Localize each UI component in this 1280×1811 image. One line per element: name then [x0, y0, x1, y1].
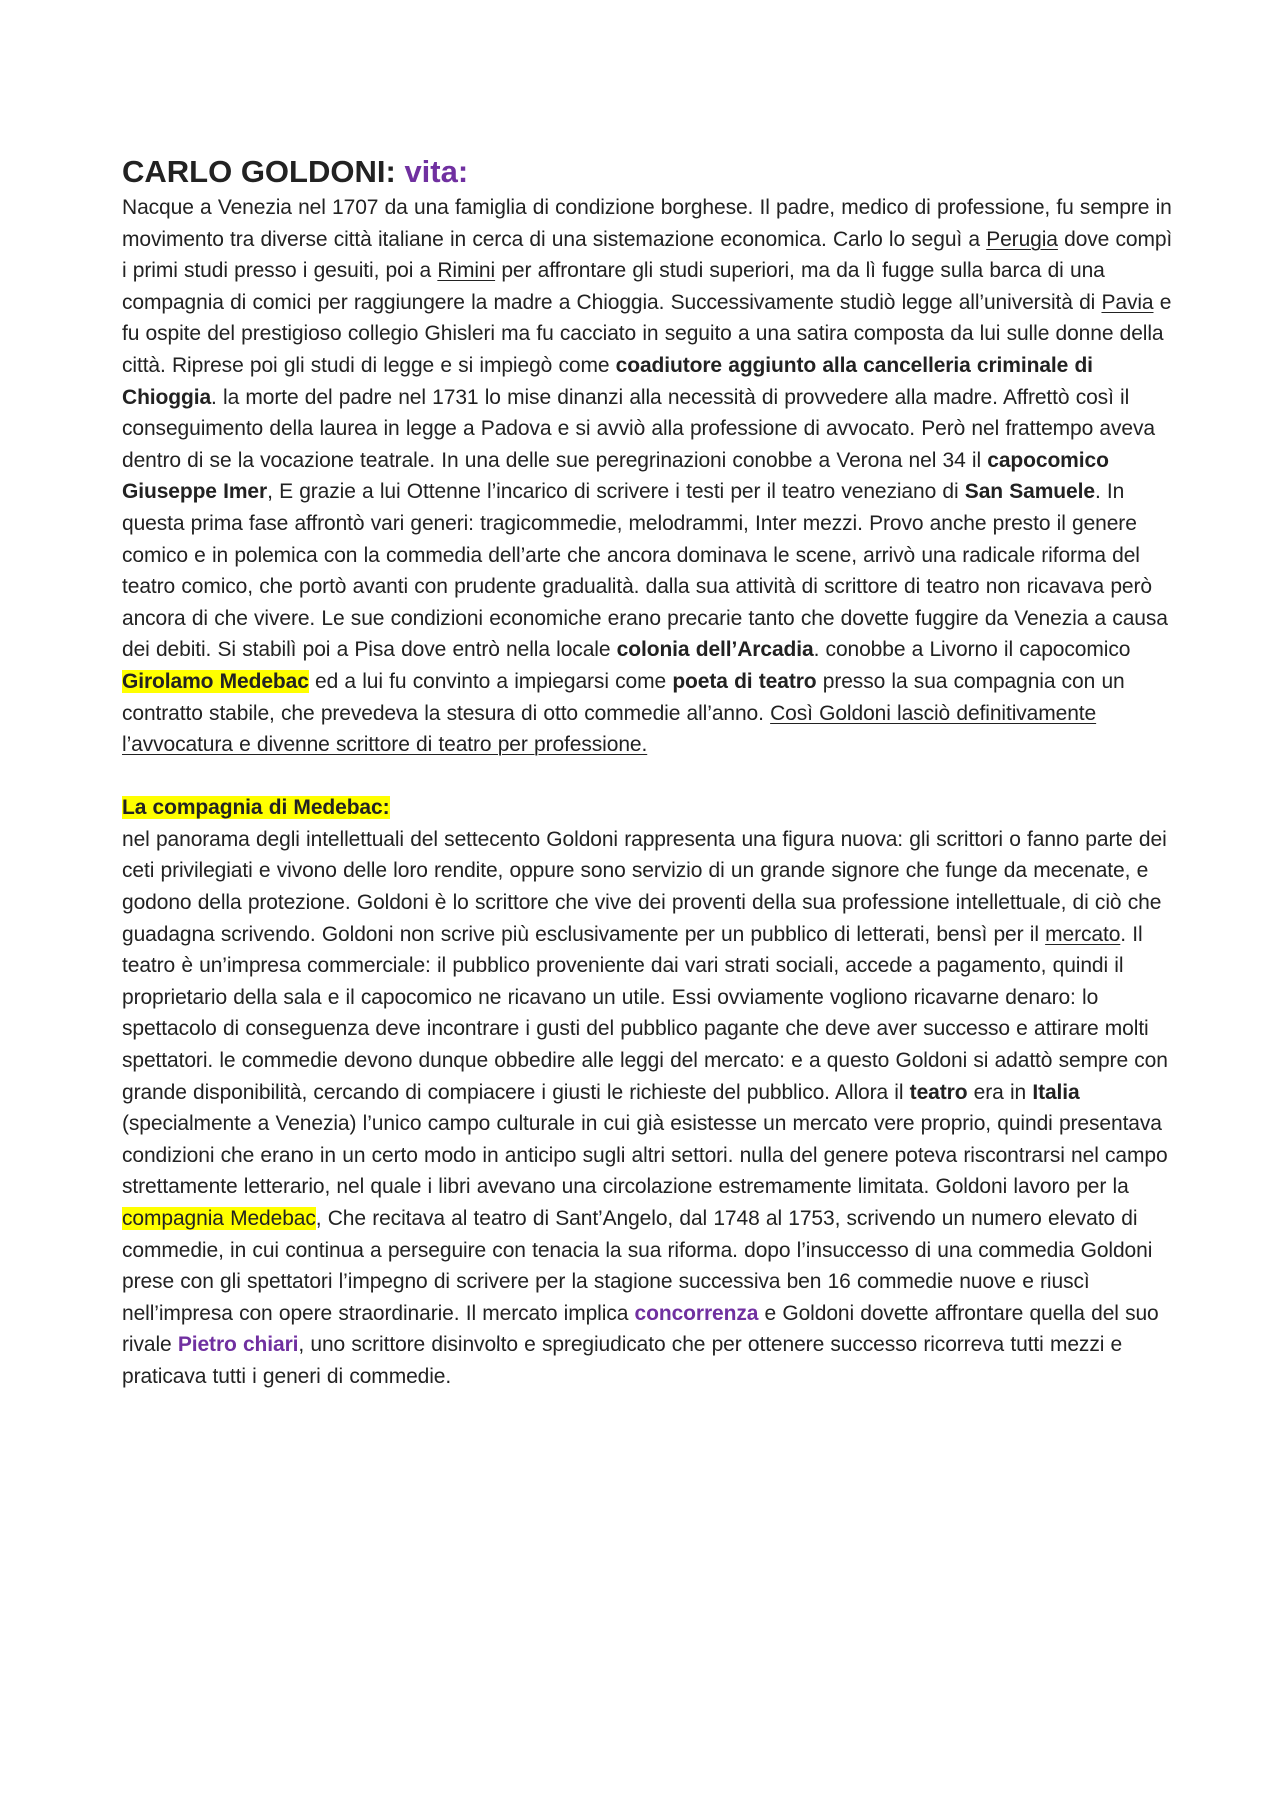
text-run: e fu ospite del prestigioso collegio Ghisleri ma fu cacciato in seguito a una satira composta da lui sulle donne della città. Riprese poi gli studi di legge e si impiegò come [122, 290, 1172, 377]
section-heading-text: La compagnia di Medebac: [122, 796, 390, 820]
title-accent: vita: [404, 154, 469, 189]
text-run: , Che recitava al teatro di Sant’Angelo, dal 1748 al 1753, scrivendo un numero elevato di commedie, in cui continua a perseguire con tenacia la sua riforma. dopo l’insuccesso di una commedia Goldoni prese con gli spettatori l’impegno di scrivere per la stagione successiva ben 16 commedie nuove e riuscì nell’impresa con opere straordinarie. Il mercato implica [122, 1207, 1153, 1325]
text-run: nel panorama degli intellettuali del settecento Goldoni rappresenta una figura nuova: gli scrittori o fanno parte dei ceti privilegiati e vivono delle loro rendite, oppure sono servizio di un grande signore che funge da mecenate, e godono della protezione. Goldoni è lo scrittore che vive dei proventi della sua professione intellettuale, di ciò che guadagna scrivendo. Goldoni non scrive più esclusivamente per un pubblico di letterati, bensì per il [122, 827, 1167, 946]
underlined-place-pavia: Pavia [1101, 290, 1154, 314]
bold-term-italia: Italia [1032, 1080, 1080, 1104]
bold-term-imer: capocomico Giuseppe Imer [122, 448, 1109, 504]
underlined-place-perugia: Perugia [986, 227, 1058, 251]
bold-term-coadiutore: coadiutore aggiunto alla cancelleria criminale di Chioggia [122, 353, 1093, 409]
text-run: Nacque a Venezia nel 1707 da una famiglia di condizione borghese. Il padre, medico di professione, fu sempre in movimento tra diverse città italiane in cerca di una sistemazione economica. Carlo lo seguì a [122, 196, 1172, 251]
underlined-term-mercato: mercato [1045, 922, 1121, 946]
bold-term-teatro: teatro [909, 1080, 968, 1104]
text-run: . In questa prima fase affrontò vari generi: tragicommedie, melodrammi, Inter mezzi. Provo anche presto il genere comico e in polemica con la commedia dell’arte che ancora dominava le scene, arrivò una radicale riforma del teatro comico, che portò avanti con prudente gradualità. dalla sua attività di scrittore di teatro non ricavava però ancora di che vivere. Le sue condizioni economiche erano precarie tanto che dovette fuggire da Venezia a causa dei debiti. Si stabilì poi a Pisa dove entrò nella locale [122, 480, 1168, 662]
underlined-place-rimini: Rimini [437, 259, 496, 283]
paragraph-vita [122, 192, 1182, 761]
text-run: . conobbe a Livorno il capocomico [813, 638, 1131, 662]
document-page [122, 152, 1182, 1393]
text-run: e Goldoni dovette affrontare quella del suo rivale [122, 1301, 1159, 1357]
bold-term-poeta: poeta di teatro [672, 669, 817, 693]
text-run: per affrontare gli studi superiori, ma da lì fugge sulla barca di una compagnia di comici per raggiungere la madre a Chioggia. Successivamente studiò legge all’università di [122, 259, 1105, 314]
text-run: , uno scrittore disinvolto e spregiudicato che per ottenere successo ricorreva tutti mezzi e praticava tutti i generi di commedie. [122, 1333, 1123, 1388]
bold-term-san-samuele: San Samuele [964, 480, 1095, 504]
text-run: . la morte del padre nel 1731 lo mise dinanzi alla necessità di provvedere alla madre. Affrettò così il conseguimento della laurea in legge a Padova e si avviò alla professione di avvocato. Però nel frattempo aveva dentro di se la vocazione teatrale. In una delle sue peregrinazioni conobbe a Verona nel 34 il [122, 385, 1155, 472]
text-run: era in [967, 1080, 1033, 1104]
bold-term-arcadia: colonia dell’Arcadia [616, 638, 814, 662]
paragraph-gap [122, 761, 1182, 793]
underlined-sentence: Così Goldoni lasciò definitivamente l’avvocatura e divenne scrittore di teatro per professione. [122, 701, 1097, 757]
text-run: , E grazie a lui Ottenne l’incarico di scrivere i testi per il teatro veneziano di [267, 480, 965, 504]
purple-term-chiari: Pietro chiari [177, 1333, 299, 1357]
text-run: presso la sua compagnia con un contratto stabile, che prevedeva la stesura di otto commedie all’anno. [122, 669, 1125, 725]
text-run: dove compì i primi studi presso i gesuiti, poi a [122, 227, 1173, 283]
title-main: CARLO GOLDONI: [122, 154, 396, 189]
text-run: . Il teatro è un’impresa commerciale: il pubblico proveniente dai vari strati sociali, accede a pagamento, quindi il proprietario della sala e il capocomico ne ricavano un utile. Essi ovviamente vogliono ricavarne denaro: lo spettacolo di conseguenza deve incontrare i gusti del pubblico pagante che deve aver successo e attirare molti spettatori. le commedie devono dunque obbedire alle leggi del mercato: e a questo Goldoni si adattò sempre con grande disponibilità, cercando di compiacere i giusti le richieste del pubblico. Allora il [122, 922, 1168, 1104]
purple-term-concorrenza: concorrenza [634, 1301, 759, 1325]
section-heading [122, 792, 1182, 824]
highlighted-term-compagnia: compagnia Medebac [122, 1207, 316, 1230]
highlighted-term-medebac: Girolamo Medebac [122, 669, 309, 693]
text-run: ed a lui fu convinto a impiegarsi come [308, 669, 673, 693]
page-title [122, 152, 1182, 192]
text-run: (specialmente a Venezia) l’unico campo culturale in cui già esistesse un mercato vere proprio, quindi presentava condizioni che erano in un certo modo in anticipo sugli altri settori. nulla del genere poteva riscontrarsi nel campo strettamente letterario, nel quale i libri avevano una circolazione estremamente limitata. Goldoni lavoro per la [122, 1112, 1168, 1199]
paragraph-medebac [122, 824, 1182, 1393]
